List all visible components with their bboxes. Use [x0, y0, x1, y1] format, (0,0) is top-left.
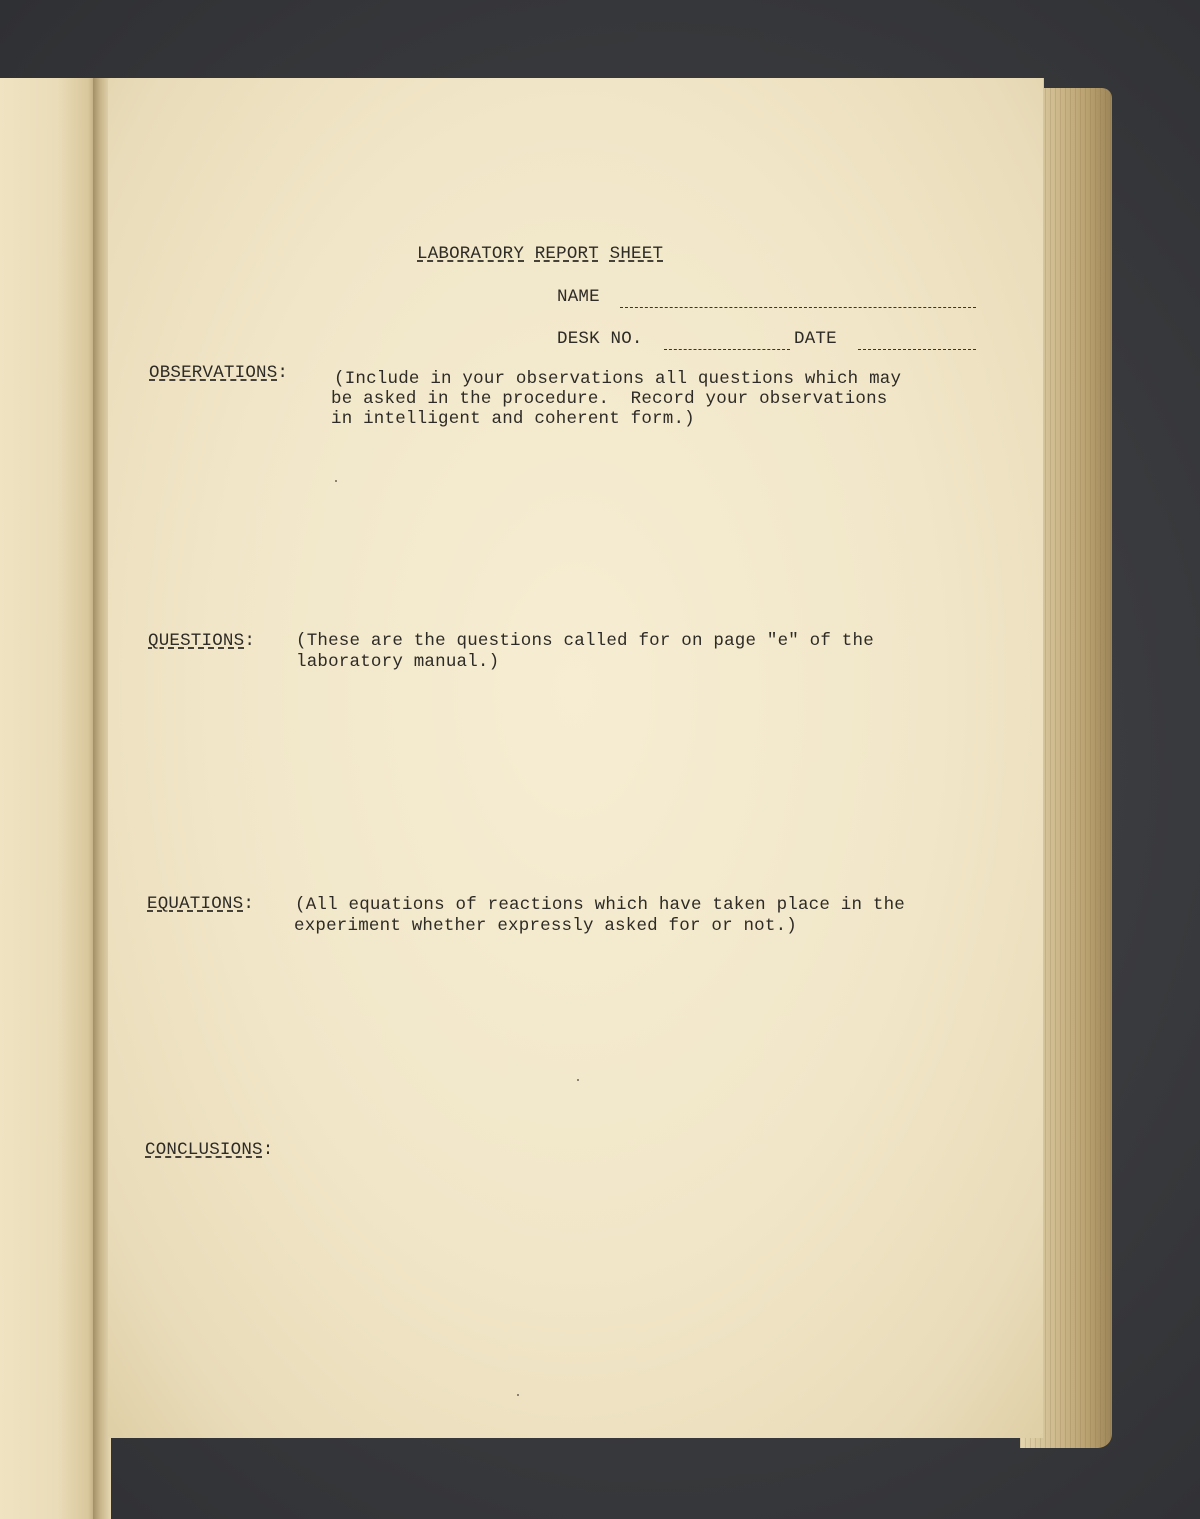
observations-heading: OBSERVATIONS: — [149, 363, 289, 383]
left-page-edge — [0, 78, 96, 1519]
conclusions-heading: CONCLUSIONS: — [145, 1140, 274, 1160]
desk-label: DESK NO. — [557, 329, 643, 349]
title-word-sheet: SHEET — [609, 244, 664, 264]
title-word-report: REPORT — [534, 244, 599, 264]
laboratory-report-sheet — [108, 78, 1043, 1438]
observations-instruction-line-2: be asked in the procedure. Record your observations — [331, 389, 888, 409]
title-word-laboratory: LABORATORY — [417, 244, 525, 264]
observations-instruction-line-3: in intelligent and coherent form.) — [331, 409, 695, 429]
date-label: DATE — [794, 329, 837, 349]
questions-heading: QUESTIONS: — [148, 631, 256, 651]
equations-heading: EQUATIONS: — [147, 894, 255, 914]
paper-speck — [577, 1079, 579, 1081]
equations-instruction-line-1: (All equations of reactions which have taken place in the — [295, 895, 905, 915]
paper-speck — [335, 480, 337, 482]
paper-speck — [517, 1394, 519, 1396]
name-label: NAME — [557, 287, 600, 307]
observations-instruction-line-1: (Include in your observations all questions which may — [334, 369, 902, 389]
equations-instruction-line-2: experiment whether expressly asked for or not.) — [294, 916, 797, 936]
questions-instruction-line-2: laboratory manual.) — [296, 652, 500, 672]
sheet-title — [417, 244, 663, 264]
date-blank[interactable] — [858, 349, 976, 350]
name-blank[interactable] — [620, 307, 976, 308]
desk-number-blank[interactable] — [664, 349, 790, 350]
questions-instruction-line-1: (These are the questions called for on page "e" of the — [296, 631, 874, 651]
